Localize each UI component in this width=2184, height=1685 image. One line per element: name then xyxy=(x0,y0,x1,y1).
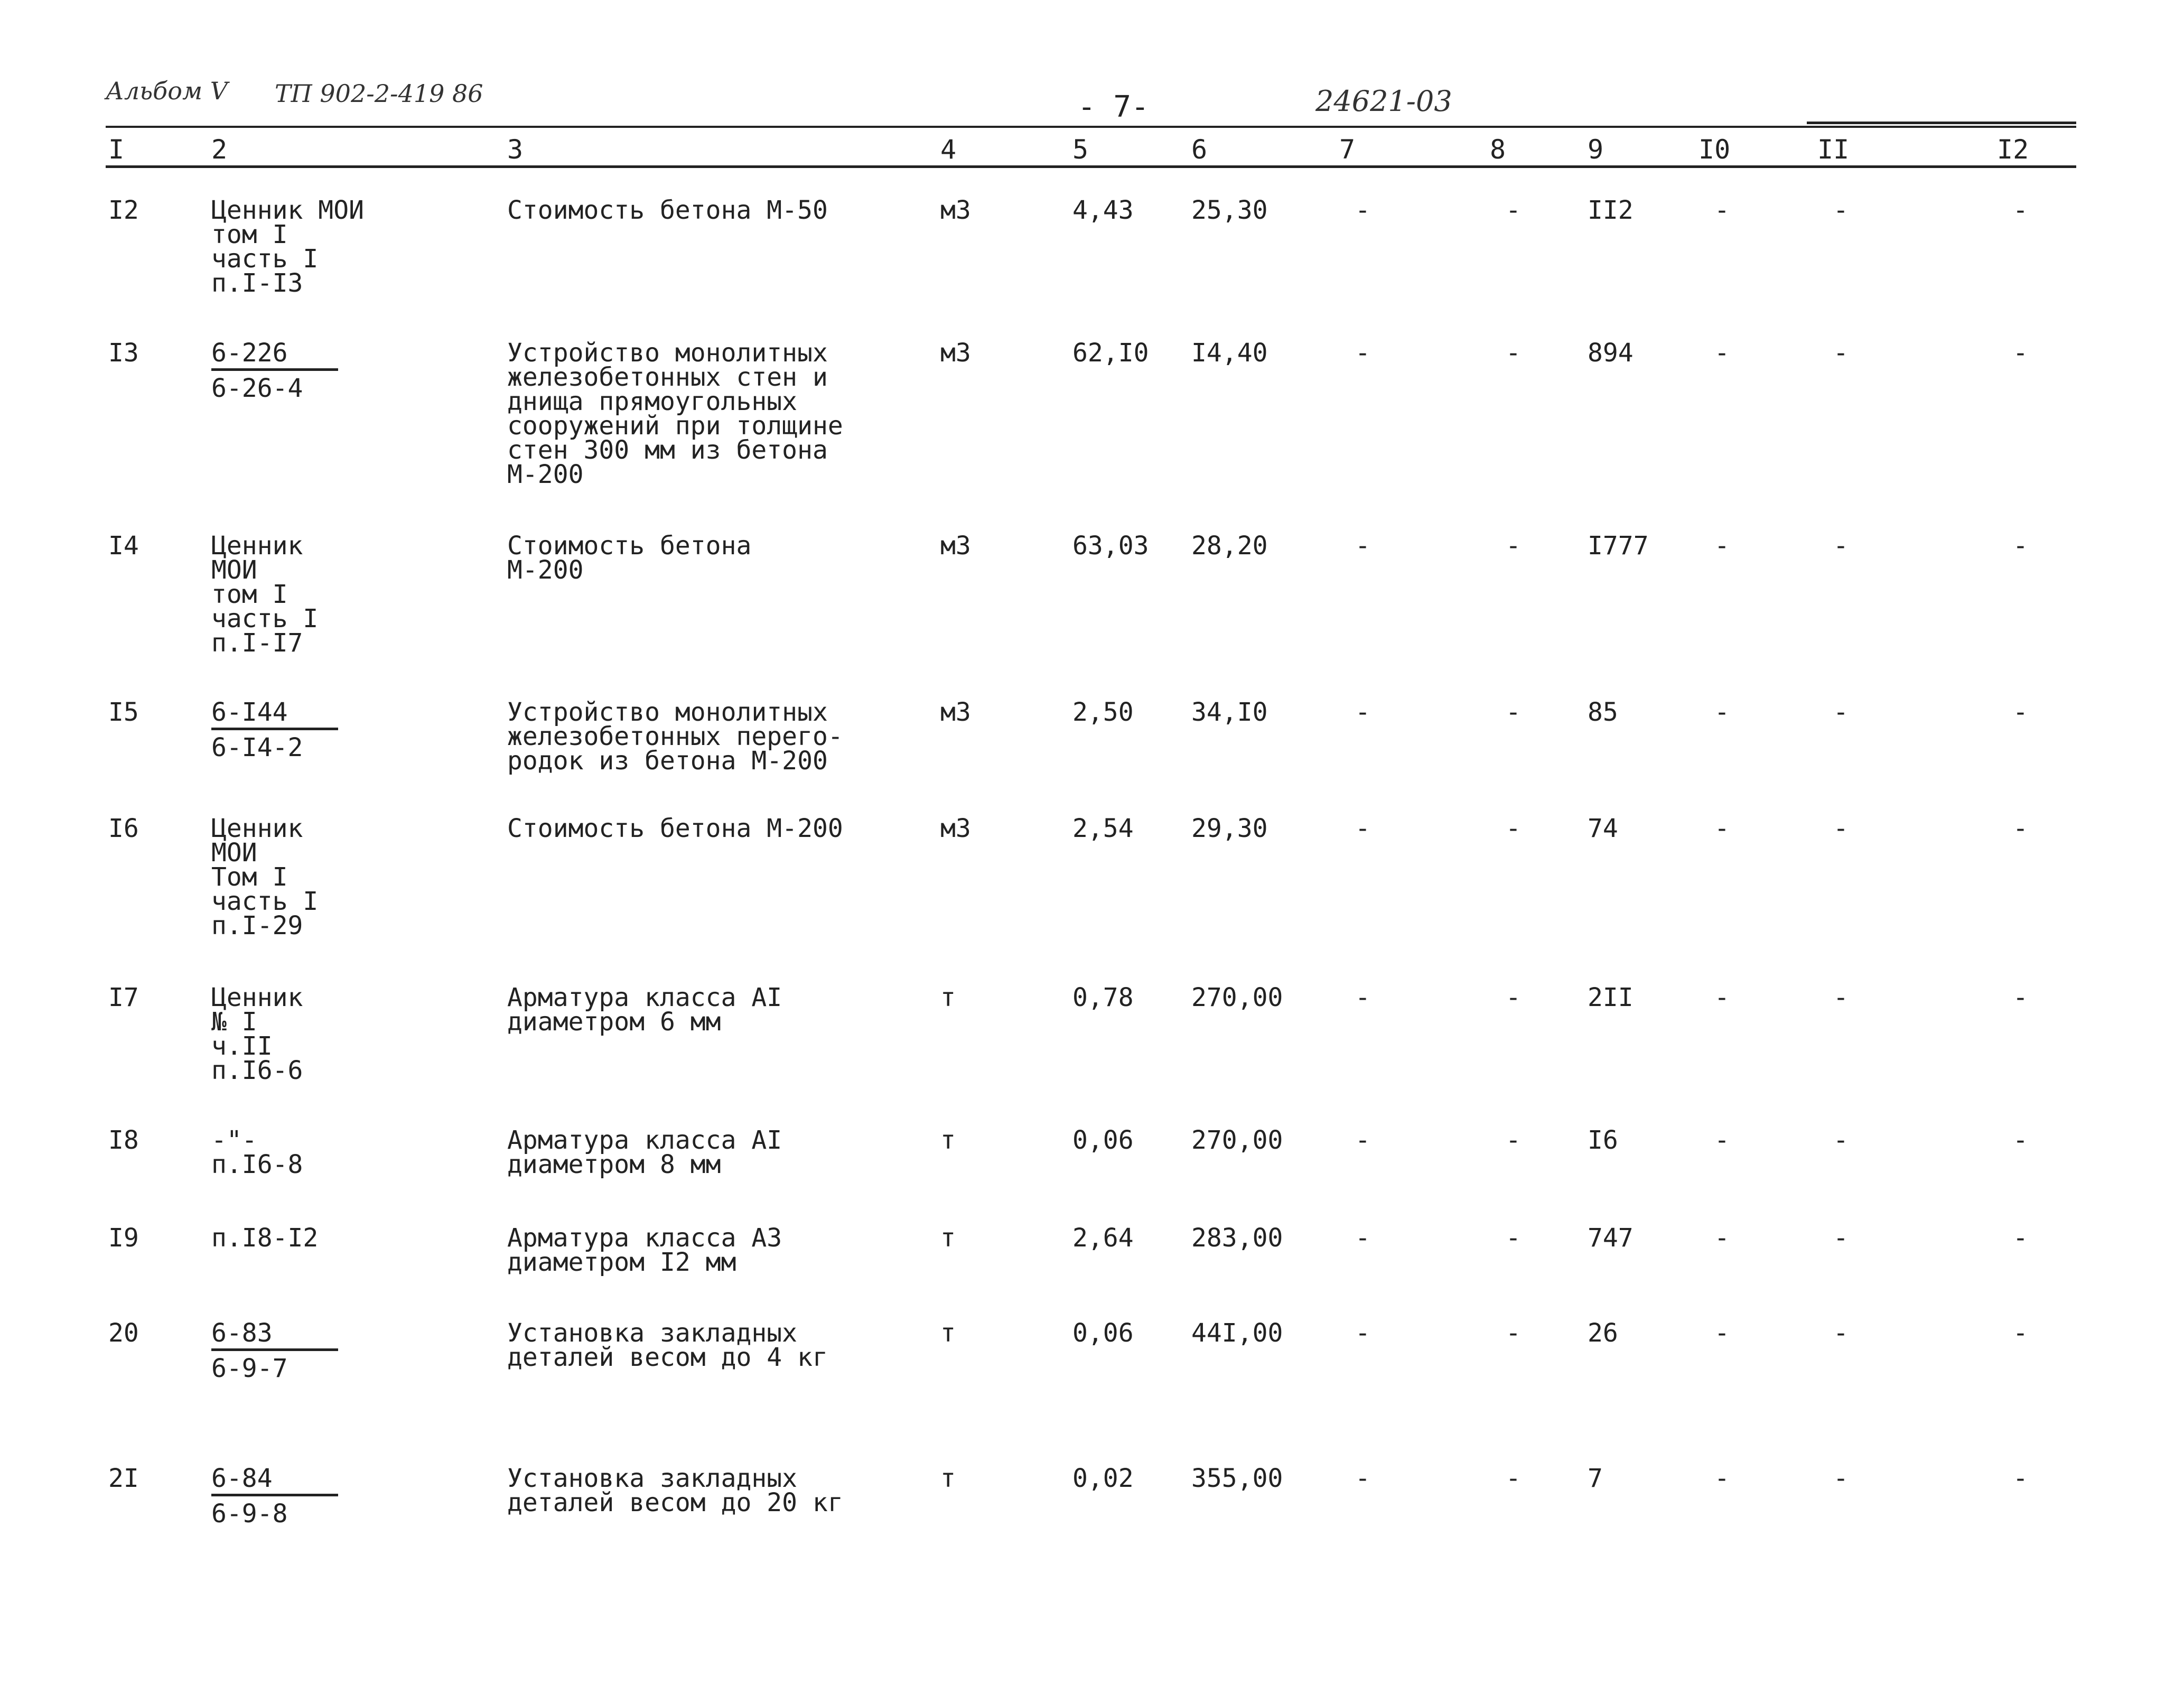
unit: м3 xyxy=(940,697,971,727)
row-number: I4 xyxy=(108,531,139,561)
col-7: - xyxy=(1355,983,1370,1012)
price-reference xyxy=(211,1464,338,1529)
column-header-8: 8 xyxy=(1490,134,1506,165)
col-12: - xyxy=(2013,1318,2028,1348)
col-7: - xyxy=(1355,697,1370,727)
col-12: - xyxy=(2013,1464,2028,1493)
work-description: Установка закладных деталей весом до 4 кг xyxy=(507,1318,828,1372)
row-number: I7 xyxy=(108,983,139,1012)
work-description: Установка закладных деталей весом до 20 кг xyxy=(507,1464,843,1518)
header-top-rule xyxy=(106,126,2076,128)
col-7: - xyxy=(1355,1125,1370,1155)
unit-price: 270,00 xyxy=(1191,1125,1283,1155)
row-number: I2 xyxy=(108,196,139,225)
header-top-rule-thick xyxy=(1807,122,2076,124)
price-reference xyxy=(211,697,338,762)
reference-numerator: 6-I44 xyxy=(211,700,338,730)
col-9-total: I777 xyxy=(1588,531,1649,561)
col-10: - xyxy=(1714,338,1730,368)
col-11: - xyxy=(1833,196,1849,225)
col-7: - xyxy=(1355,196,1370,225)
col-10: - xyxy=(1714,1223,1730,1253)
col-7: - xyxy=(1355,1318,1370,1348)
unit: м3 xyxy=(940,814,971,843)
col-7: - xyxy=(1355,814,1370,843)
col-12: - xyxy=(2013,196,2028,225)
col-7: - xyxy=(1355,1223,1370,1253)
col-7: - xyxy=(1355,338,1370,368)
row-number: I6 xyxy=(108,814,139,843)
work-description: Арматура класса АI диаметром 6 мм xyxy=(507,983,782,1037)
quantity: 0,78 xyxy=(1072,983,1134,1012)
col-10: - xyxy=(1714,1318,1730,1348)
page-number: - 7- xyxy=(1078,90,1149,124)
col-9-total: I6 xyxy=(1588,1125,1618,1155)
reference-denominator: 6-I4-2 xyxy=(211,733,303,762)
row-number: 2I xyxy=(108,1464,139,1493)
row-number: I3 xyxy=(108,338,139,368)
unit-price: I4,40 xyxy=(1191,338,1268,368)
quantity: 2,50 xyxy=(1072,697,1134,727)
work-description: Арматура класса А3 диаметром I2 мм xyxy=(507,1223,782,1277)
col-9-total: 74 xyxy=(1588,814,1618,843)
col-11: - xyxy=(1833,1464,1849,1493)
unit-price: 270,00 xyxy=(1191,983,1283,1012)
column-header-7: 7 xyxy=(1339,134,1356,165)
price-reference xyxy=(211,338,338,403)
col-8: - xyxy=(1506,1464,1521,1493)
col-12: - xyxy=(2013,1125,2028,1155)
col-7: - xyxy=(1355,531,1370,561)
col-10: - xyxy=(1714,531,1730,561)
col-10: - xyxy=(1714,196,1730,225)
col-8: - xyxy=(1506,983,1521,1012)
col-12: - xyxy=(2013,697,2028,727)
row-number: I9 xyxy=(108,1223,139,1253)
col-11: - xyxy=(1833,338,1849,368)
column-header-1: I xyxy=(108,134,125,165)
col-8: - xyxy=(1506,814,1521,843)
col-8: - xyxy=(1506,697,1521,727)
col-8: - xyxy=(1506,1318,1521,1348)
price-reference xyxy=(211,1318,338,1383)
col-10: - xyxy=(1714,1464,1730,1493)
col-11: - xyxy=(1833,1125,1849,1155)
column-header-2: 2 xyxy=(211,134,228,165)
col-8: - xyxy=(1506,1125,1521,1155)
reference-numerator: 6-226 xyxy=(211,341,338,371)
col-10: - xyxy=(1714,1125,1730,1155)
unit: м3 xyxy=(940,196,971,225)
col-9-total: 747 xyxy=(1588,1223,1634,1253)
document-code: 24621-03 xyxy=(1315,85,1452,118)
unit: м3 xyxy=(940,531,971,561)
unit: т xyxy=(940,1125,956,1155)
column-header-11: II xyxy=(1817,134,1850,165)
quantity: 0,06 xyxy=(1072,1318,1134,1348)
unit-price: 355,00 xyxy=(1191,1464,1283,1493)
col-8: - xyxy=(1506,196,1521,225)
col-11: - xyxy=(1833,697,1849,727)
col-10: - xyxy=(1714,983,1730,1012)
col-11: - xyxy=(1833,983,1849,1012)
reference-denominator: 6-9-8 xyxy=(211,1499,288,1529)
row-number: I8 xyxy=(108,1125,139,1155)
price-reference: Ценник МОИ том I часть I п.I-I3 xyxy=(211,196,364,298)
col-12: - xyxy=(2013,983,2028,1012)
work-description: Устройство монолитных железобетонных стен и днища прямоугольных сооружений при толщине стен 300 мм из бетона М-200 xyxy=(507,338,843,489)
col-11: - xyxy=(1833,1318,1849,1348)
price-reference: Ценник МОИ том I часть I п.I-I7 xyxy=(211,531,319,658)
reference-denominator: 6-26-4 xyxy=(211,374,303,403)
column-header-9: 9 xyxy=(1588,134,1604,165)
unit: т xyxy=(940,1223,956,1253)
column-header-6: 6 xyxy=(1191,134,1208,165)
col-7: - xyxy=(1355,1464,1370,1493)
unit-price: 29,30 xyxy=(1191,814,1268,843)
album-label: Альбом V xyxy=(106,77,228,105)
col-9-total: II2 xyxy=(1588,196,1634,225)
unit-price: 34,I0 xyxy=(1191,697,1268,727)
reference-numerator: 6-84 xyxy=(211,1466,338,1496)
row-number: 20 xyxy=(108,1318,139,1348)
col-8: - xyxy=(1506,1223,1521,1253)
col-11: - xyxy=(1833,814,1849,843)
quantity: 2,54 xyxy=(1072,814,1134,843)
work-description: Стоимость бетона М-50 xyxy=(507,196,828,225)
col-9-total: 894 xyxy=(1588,338,1634,368)
unit: т xyxy=(940,983,956,1012)
reference-denominator: 6-9-7 xyxy=(211,1354,288,1383)
col-12: - xyxy=(2013,531,2028,561)
quantity: 0,02 xyxy=(1072,1464,1134,1493)
unit-price: 25,30 xyxy=(1191,196,1268,225)
work-description: Стоимость бетона М-200 xyxy=(507,814,843,843)
header-bottom-rule xyxy=(106,165,2076,168)
price-reference: Ценник № I ч.II п.I6-6 xyxy=(211,983,303,1085)
unit: т xyxy=(940,1318,956,1348)
reference-numerator: 6-83 xyxy=(211,1321,338,1351)
project-number: ТП 902-2-419 86 xyxy=(275,79,483,108)
price-reference: п.I8-I2 xyxy=(211,1223,319,1253)
column-header-4: 4 xyxy=(940,134,957,165)
col-12: - xyxy=(2013,338,2028,368)
column-header-3: 3 xyxy=(507,134,524,165)
col-8: - xyxy=(1506,338,1521,368)
quantity: 63,03 xyxy=(1072,531,1149,561)
row-number: I5 xyxy=(108,697,139,727)
unit: м3 xyxy=(940,338,971,368)
column-header-10: I0 xyxy=(1698,134,1731,165)
col-9-total: 2II xyxy=(1588,983,1634,1012)
col-10: - xyxy=(1714,697,1730,727)
work-description: Устройство монолитных железобетонных перего- родок из бетона М-200 xyxy=(507,697,843,776)
quantity: 2,64 xyxy=(1072,1223,1134,1253)
unit-price: 283,00 xyxy=(1191,1223,1283,1253)
price-reference: Ценник МОИ Том I часть I п.I-29 xyxy=(211,814,319,941)
col-12: - xyxy=(2013,1223,2028,1253)
work-description: Стоимость бетона М-200 xyxy=(507,531,752,585)
quantity: 0,06 xyxy=(1072,1125,1134,1155)
col-11: - xyxy=(1833,1223,1849,1253)
price-reference: -"- п.I6-8 xyxy=(211,1125,303,1179)
unit-price: 44I,00 xyxy=(1191,1318,1283,1348)
work-description: Арматура класса АI диаметром 8 мм xyxy=(507,1125,782,1179)
col-9-total: 26 xyxy=(1588,1318,1618,1348)
column-header-12: I2 xyxy=(1997,134,2029,165)
column-header-5: 5 xyxy=(1072,134,1089,165)
col-12: - xyxy=(2013,814,2028,843)
quantity: 62,I0 xyxy=(1072,338,1149,368)
col-9-total: 7 xyxy=(1588,1464,1603,1493)
unit-price: 28,20 xyxy=(1191,531,1268,561)
col-9-total: 85 xyxy=(1588,697,1618,727)
col-11: - xyxy=(1833,531,1849,561)
col-10: - xyxy=(1714,814,1730,843)
unit: т xyxy=(940,1464,956,1493)
quantity: 4,43 xyxy=(1072,196,1134,225)
col-8: - xyxy=(1506,531,1521,561)
